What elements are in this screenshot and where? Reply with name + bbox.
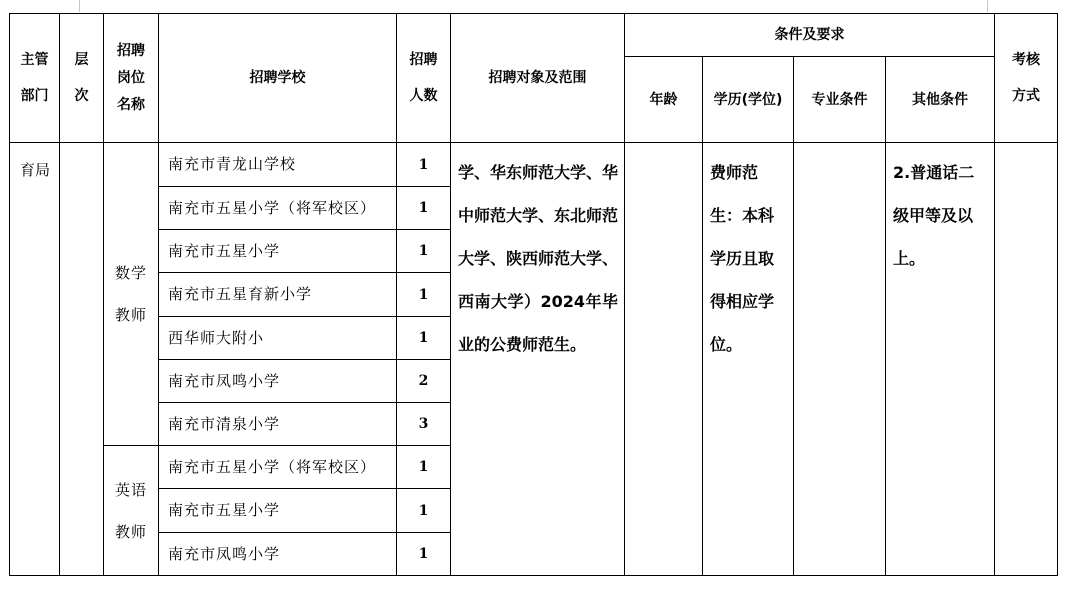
header-education: 学历(学位) <box>703 57 794 143</box>
education-line: 费师范 <box>710 163 759 182</box>
school-cell: 南充市五星小学（将军校区） <box>159 446 397 489</box>
school-cell: 南充市五星育新小学 <box>159 273 397 317</box>
header-count: 招聘 人数 <box>397 14 451 143</box>
count-cell: 1 <box>397 143 451 187</box>
header-other: 其他条件 <box>886 57 995 143</box>
education-line: 位。 <box>710 335 743 354</box>
count-cell: 1 <box>397 187 451 230</box>
count-cell: 1 <box>397 230 451 273</box>
school-cell: 南充市五星小学 <box>159 230 397 273</box>
position-math: 数学 教师 <box>104 143 159 446</box>
target-cell <box>451 143 625 576</box>
header-assessment: 考核 方式 <box>995 14 1058 143</box>
count-cell: 1 <box>397 317 451 360</box>
education-cell <box>703 143 794 576</box>
education-line: 学历且取 <box>710 249 775 268</box>
age-cell <box>625 143 703 576</box>
header-major: 专业条件 <box>794 57 886 143</box>
page-margin-guide <box>987 0 988 12</box>
header-position: 招聘 岗位 名称 <box>104 14 159 143</box>
school-cell: 南充市五星小学（将军校区） <box>159 187 397 230</box>
other-line: 上。 <box>893 249 926 268</box>
position-english: 英语 教师 <box>104 446 159 576</box>
recruitment-table <box>9 13 1058 576</box>
count-cell: 1 <box>397 533 451 576</box>
header-school: 招聘学校 <box>159 14 397 143</box>
education-line: 生：本科 <box>710 206 775 225</box>
count-cell: 2 <box>397 360 451 403</box>
education-line: 得相应学 <box>710 292 775 311</box>
assessment-cell <box>995 143 1058 576</box>
count-cell: 3 <box>397 403 451 446</box>
other-cell <box>886 143 995 576</box>
count-cell: 1 <box>397 273 451 317</box>
header-target: 招聘对象及范围 <box>451 14 625 143</box>
other-line: 2.普通话二 <box>893 163 975 182</box>
page-margin-guide <box>79 0 80 12</box>
target-text: 学、华东师范大学、华中师范大学、东北师范大学、陕西师范大学、西南大学）2024年毕业的公费师范生。 <box>458 163 619 354</box>
header-level: 层 次 <box>60 14 104 143</box>
header-dept: 主管 部门 <box>10 14 60 143</box>
header-age: 年龄 <box>625 57 703 143</box>
school-cell: 南充市五星小学 <box>159 489 397 533</box>
major-cell <box>794 143 886 576</box>
count-cell: 1 <box>397 446 451 489</box>
school-cell: 南充市凤鸣小学 <box>159 533 397 576</box>
dept-cell: 育局 <box>10 143 60 576</box>
count-cell: 1 <box>397 489 451 533</box>
school-cell: 西华师大附小 <box>159 317 397 360</box>
header-conditions: 条件及要求 <box>625 14 995 57</box>
school-cell: 南充市青龙山学校 <box>159 143 397 187</box>
level-cell <box>60 143 104 576</box>
school-cell: 南充市清泉小学 <box>159 403 397 446</box>
other-line: 级甲等及以 <box>893 206 974 225</box>
school-cell: 南充市凤鸣小学 <box>159 360 397 403</box>
